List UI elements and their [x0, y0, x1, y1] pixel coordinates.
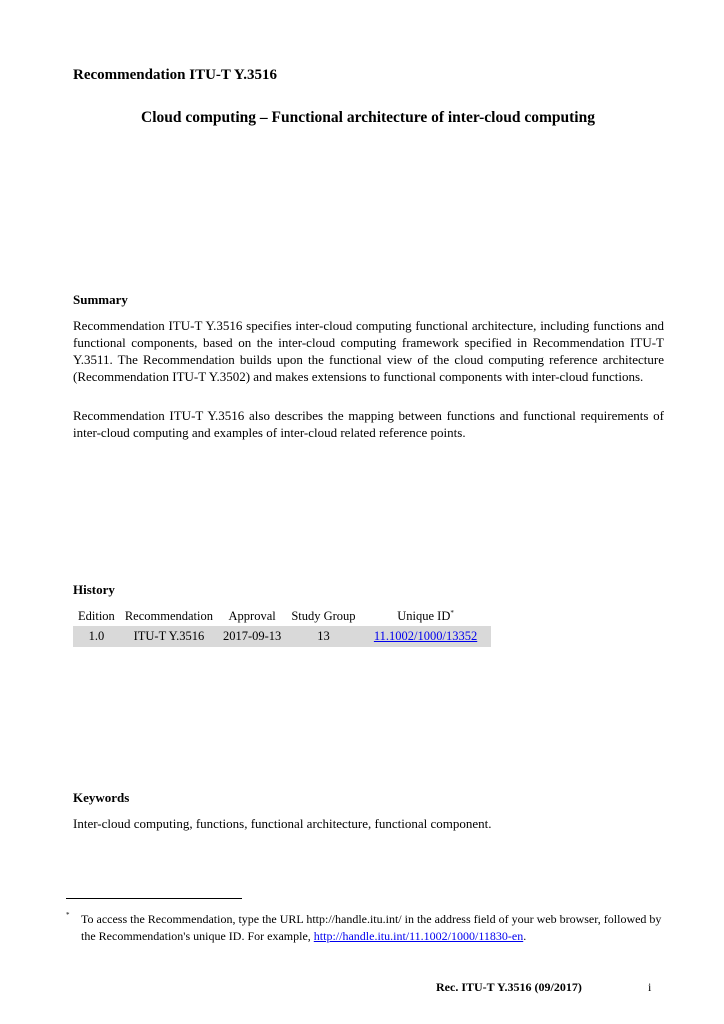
footnote-marker: * — [66, 911, 70, 919]
footnote-ref-marker: * — [450, 608, 454, 617]
recommendation-title: Recommendation ITU-T Y.3516 — [73, 67, 278, 83]
footnote-body — [81, 911, 666, 945]
col-header-edition: Edition — [78, 608, 115, 623]
cell-recommendation: ITU-T Y.3516 — [120, 626, 218, 647]
history-header-row — [73, 606, 491, 626]
col-header-study-group: Study Group — [291, 608, 356, 623]
page-number: i — [648, 980, 652, 994]
cell-approval: 2017-09-13 — [218, 626, 286, 647]
footnote-end: . — [523, 929, 527, 943]
col-header-approval: Approval — [228, 608, 276, 623]
history-heading: History — [73, 582, 115, 597]
footnote-text: To access the Recommendation, type the URL http://handle.itu.int/ in the address field of your web browser, followed by the Recommendation's unique ID. For example, — [81, 912, 662, 943]
cell-study-group: 13 — [286, 626, 360, 647]
summary-paragraph-1: Recommendation ITU-T Y.3516 specifies inter-cloud computing functional architecture, including functions and functional components, based on the inter-cloud computing framework specified in Recommendation ITU-T Y.3511. The Recommendation builds upon the functional view of the cloud computing reference architecture (Recommendation ITU-T Y.3502) and makes extensions to functional components with inter-cloud functions. — [73, 318, 664, 384]
footnote — [66, 911, 666, 945]
page-title: Cloud computing – Functional architecture of inter-cloud computing — [141, 109, 595, 126]
col-header-recommendation: Recommendation — [124, 608, 213, 623]
unique-id-label: Unique ID — [397, 608, 451, 623]
unique-id-link[interactable]: 11.1002/1000/13352 — [373, 629, 478, 643]
keywords-text: Inter-cloud computing, functions, functional architecture, functional component. — [73, 816, 492, 831]
history-table — [73, 606, 491, 647]
cell-edition: 1.0 — [73, 626, 120, 647]
summary-heading: Summary — [73, 292, 128, 307]
keywords-heading: Keywords — [73, 790, 130, 805]
col-header-unique-id — [361, 606, 491, 626]
footer-reference: Rec. ITU-T Y.3516 (09/2017) — [436, 980, 582, 994]
footnote-example-link[interactable]: http://handle.itu.int/11.1002/1000/11830-en — [313, 929, 524, 943]
summary-paragraph-2: Recommendation ITU-T Y.3516 also describes the mapping between functions and functional requirements of inter-cloud computing and examples of inter-cloud related reference points. — [73, 408, 664, 440]
cell-unique-id — [361, 626, 491, 647]
footnote-divider — [66, 898, 242, 899]
table-row — [73, 626, 491, 647]
